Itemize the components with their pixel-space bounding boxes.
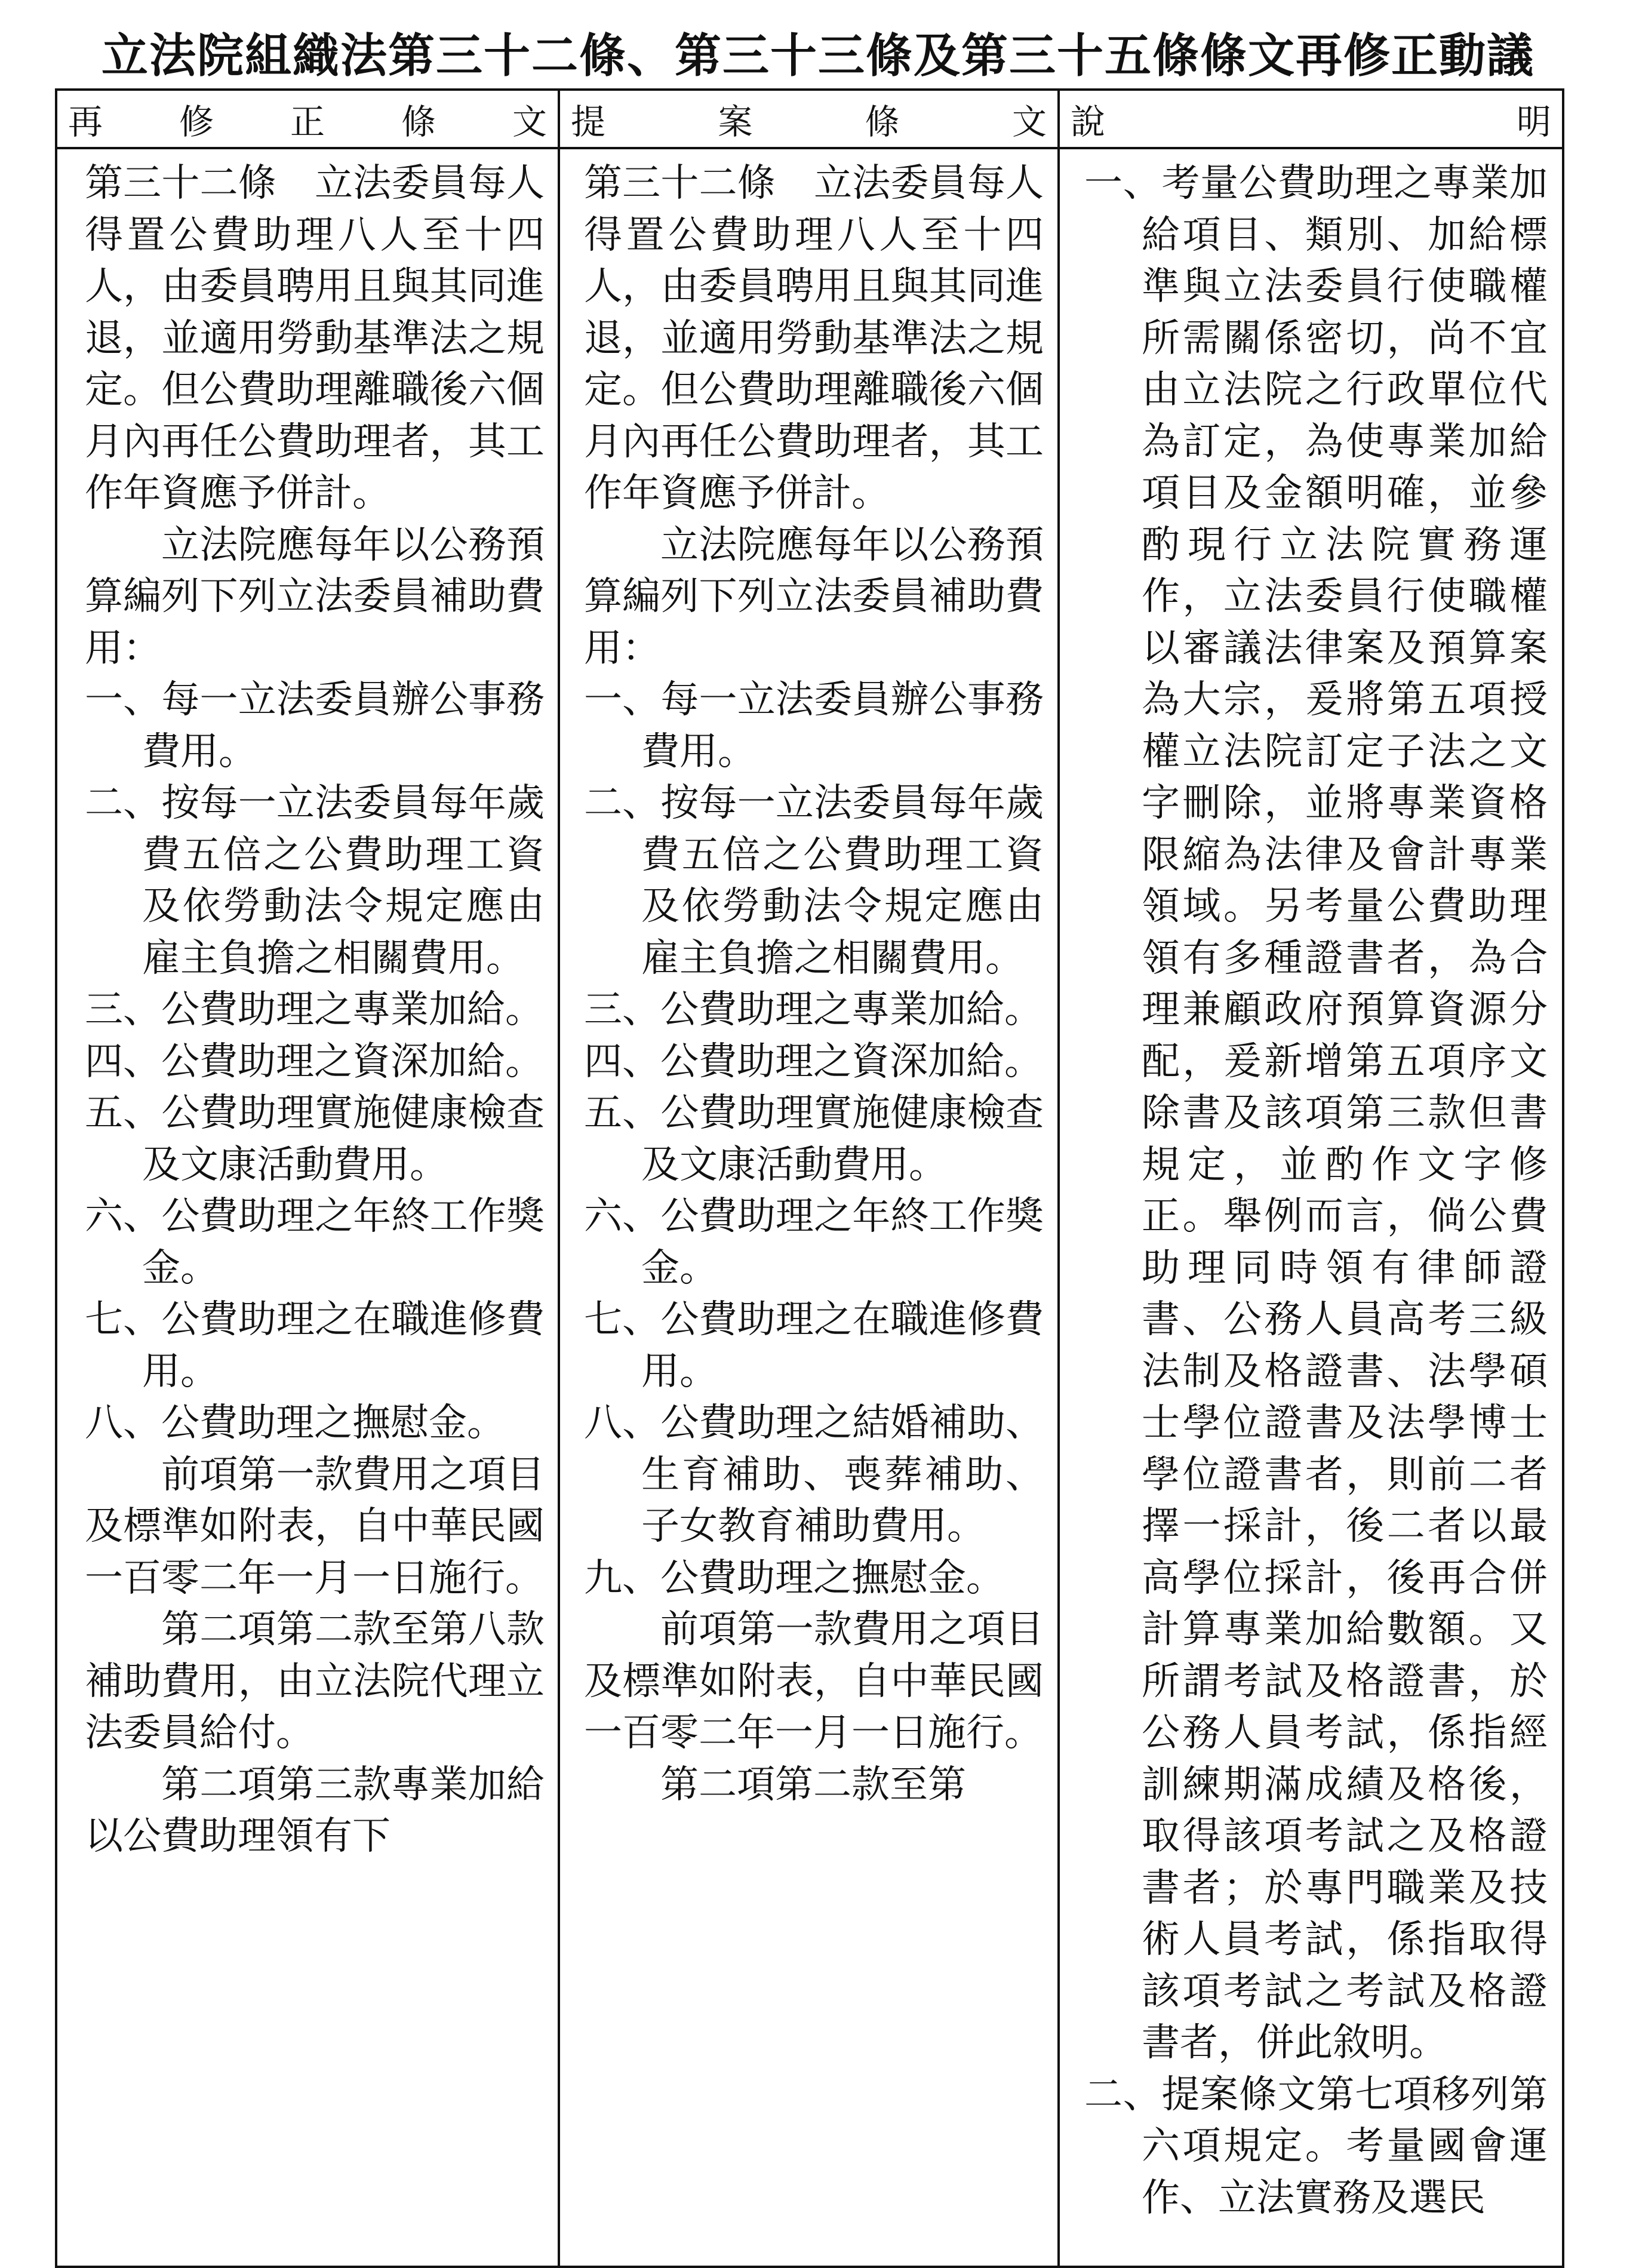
list-item: 二、按每一立法委員每年歲費五倍之公費助理工資及依勞動法令規定應由雇主負擔之相關費用。 [584,781,1044,981]
header-char: 案 [718,102,753,142]
list-item: 五、公費助理實施健康檢查及文康活動費用。 [584,1091,1044,1187]
column-divider [558,91,560,2266]
header-divider [57,147,1562,149]
list-item: 六、公費助理之年終工作獎金。 [85,1194,545,1290]
header-char: 說 [1071,102,1106,142]
document-title: 立法院組織法第三十二條、第三十三條及第三十五條條文再修正動議 [102,29,1535,83]
list-item: 三、公費助理之專業加給。 [584,988,1043,1032]
list-item: 七、公費助理之在職進修費用。 [584,1298,1044,1394]
article-paragraph: 第三十二條 立法委員每人得置公費助理八人至十四人，由委員聘用且與其同進退，並適用勞動基準法之規定。但公費助理離職後六個月內再任公費助理者，其工作年資應予併計。 [85,161,545,515]
list-item: 七、公費助理之在職進修費用。 [85,1298,545,1394]
header-char: 修 [179,102,214,142]
header-revised-text [57,91,558,147]
article-paragraph: 立法院應每年以公務預算編列下列立法委員補助費用： [584,523,1044,671]
header-char: 提 [571,102,606,142]
article-paragraph: 第三十二條 立法委員每人得置公費助理八人至十四人，由委員聘用且與其同進退，並適用勞動基準法之規定。但公費助理離職後六個月內再任公費助理者，其工作年資應予併計。 [584,161,1044,515]
explanation-note: 一、考量公費助理之專業加給項目、類別、加給標準與立法委員行使職權所需關係密切，尚不宜由立法院之行政單位代為訂定，為使專業加給項目及金額明確，並參酌現行立法院實務運作，立法委員行使職權以審議法律案及預算案為大宗，爰將第五項授權立法院訂定子法之文字刪除，並將專業資格限縮為法律及會計專業領域。另考量公費助理領有多種證書者，為合理兼顧政府預算資源分配，爰新增第五項序文除書及該項第三款但書規定，並酌作文字修正。舉例而言，倘公費助理同時領有律師證書、公務人員高考三級法制及格證書、法學碩士學位證書及法學博士學位證書者，則前二者擇一採計，後二者以最高學位採計，後再合併計算專業加給數額。又所謂考試及格證書，於公務人員考試，係指經訓練期滿成績及格後，取得該項考試之及格證書者；於專門職業及技術人員考試，係指取得該項考試之考試及格證書者，併此敘明。 [1084,161,1548,2065]
article-paragraph: 立法院應每年以公務預算編列下列立法委員補助費用： [85,523,545,671]
header-char: 文 [512,102,547,142]
list-item: 八、公費助理之結婚補助、生育補助、喪葬補助、子女教育補助費用。 [584,1401,1044,1548]
header-char: 條 [865,102,900,142]
list-item: 五、公費助理實施健康檢查及文康活動費用。 [85,1091,545,1187]
header-proposed-text [560,91,1057,147]
list-item: 四、公費助理之資深加給。 [584,1039,1043,1084]
column-divider [1057,91,1060,2266]
header-char: 條 [401,102,436,142]
list-item: 四、公費助理之資深加給。 [85,1039,543,1084]
revised-text-column [85,158,545,1863]
article-paragraph: 第二項第三款專業加給以公費助理領有下 [85,1762,545,1858]
list-item: 一、每一立法委員辦公事務費用。 [584,678,1044,774]
list-item: 八、公費助理之撫慰金。 [85,1401,505,1445]
article-paragraph: 前項第一款費用之項目及標準如附表，自中華民國一百零二年一月一日施行。 [85,1452,545,1600]
explanation-note: 二、提案條文第七項移列第六項規定。考量國會運作、立法實務及選民 [1084,2072,1548,2220]
article-paragraph: 第二項第二款至第八款補助費用，由立法院代理立法委員給付。 [85,1608,545,1755]
header-char: 正 [290,102,325,142]
list-item: 三、公費助理之專業加給。 [85,988,543,1032]
article-paragraph: 前項第一款費用之項目及標準如附表，自中華民國一百零二年一月一日施行。 [584,1608,1044,1755]
comparison-table [55,88,1564,2268]
header-char: 再 [68,102,103,142]
header-char: 文 [1011,102,1047,142]
list-item: 九、公費助理之撫慰金。 [584,1556,1004,1600]
explanation-column [1084,158,1548,2224]
header-char: 明 [1516,102,1551,142]
list-item: 六、公費助理之年終工作獎金。 [584,1194,1044,1290]
proposed-text-column [584,158,1044,1811]
list-item: 二、按每一立法委員每年歲費五倍之公費助理工資及依勞動法令規定應由雇主負擔之相關費用。 [85,781,545,981]
list-item: 一、每一立法委員辦公事務費用。 [85,678,545,774]
article-paragraph: 第二項第二款至第 [660,1762,966,1807]
header-explanation [1060,91,1562,147]
